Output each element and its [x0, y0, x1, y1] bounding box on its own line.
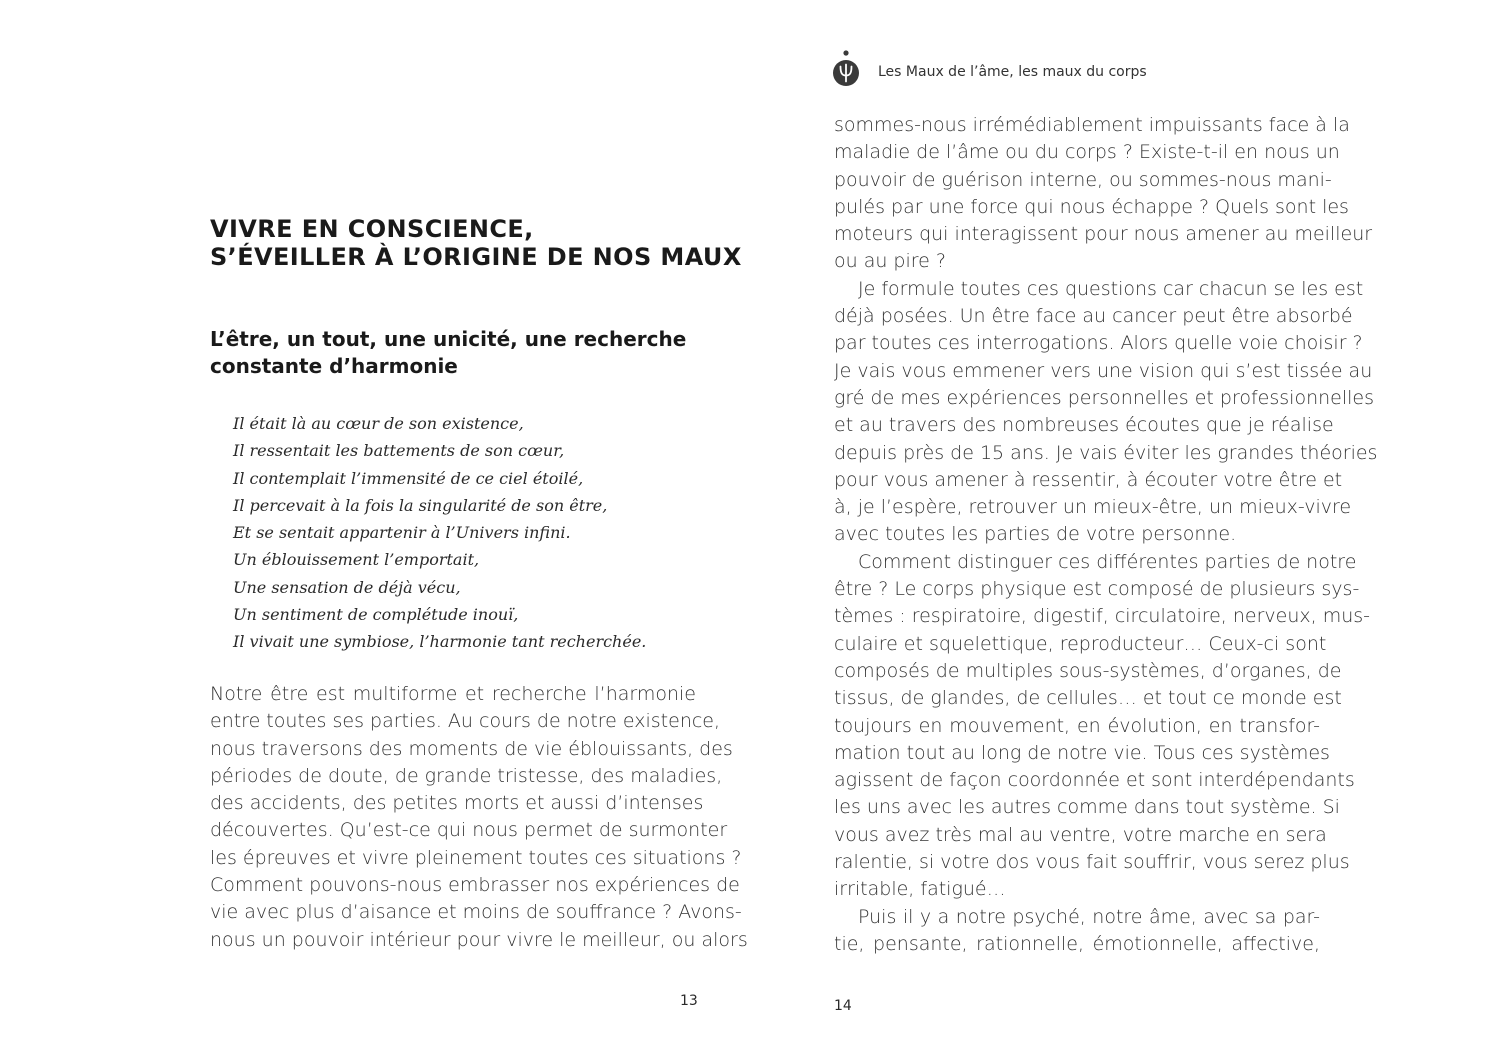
poem-line: Il percevait à la fois la singularité de son être,	[233, 495, 608, 515]
body-line: Notre être est multiforme et recherche l’harmonie	[210, 683, 696, 705]
body-line: des accidents, des petites morts et aussi d’intenses	[210, 792, 704, 815]
page-number-left: 13	[680, 993, 698, 1009]
page-number-right: 14	[834, 998, 852, 1014]
body-line: Je vais vous emmener vers une vision qui s’est tissée au	[834, 359, 1373, 382]
body-line: être ? Le corps physique est composé de plusieurs sys-	[834, 578, 1360, 601]
body-line: découvertes. Qu’est-ce qui nous permet de surmonter	[210, 819, 728, 842]
body-line: pouvoir de guérison interne, ou sommes-nous mani-	[834, 168, 1332, 191]
body-line: nous un pouvoir intérieur pour vivre le meilleur, ou alors	[210, 928, 748, 951]
body-line: avec toutes les parties de votre personne.	[834, 523, 1237, 546]
poem-line: Une sensation de déjà vécu,	[233, 577, 461, 597]
body-line: gré de mes expériences personnelles et professionnelles	[834, 386, 1374, 409]
body-line: depuis près de 15 ans. Je vais éviter les grandes théories	[834, 441, 1378, 464]
poem-line: Il était là au cœur de son existence,	[233, 414, 524, 433]
poem-line: Il contemplait l’immensité de ce ciel étoilé,	[233, 468, 584, 488]
poem-line: Et se sentait appartenir à l’Univers infini.	[233, 523, 571, 543]
poem-line: Il vivait une symbiose, l’harmonie tant recherchée.	[233, 632, 647, 652]
body-line: tissus, de glandes, de cellules… et tout ce monde est	[834, 687, 1342, 710]
chapter-title-line: S’ÉVEILLER À L’ORIGINE DE NOS MAUX	[210, 243, 742, 271]
running-head	[832, 48, 1147, 88]
body-line: irritable, fatigué…	[834, 878, 1006, 901]
body-line: culaire et squelettique, reproducteur… Ceux-ci sont	[834, 632, 1327, 655]
body-line: ou au pire ?	[834, 250, 946, 273]
body-line: périodes de doute, de grande tristesse, des maladies,	[210, 764, 723, 787]
right-body-text	[834, 112, 1378, 958]
body-line: sommes-nous irrémédiablement impuissants face à la	[834, 114, 1350, 136]
body-line: Comment pouvons-nous embrasser nos expériences de	[210, 874, 740, 897]
body-line: ralentie, si votre dos vous fait souffrir, vous serez plus	[834, 851, 1350, 874]
body-line: et au travers des nombreuses écoutes que je réalise	[834, 414, 1334, 437]
body-line: Puis il y a notre psyché, notre âme, avec sa par-	[858, 905, 1320, 928]
body-line: toujours en mouvement, en évolution, en transfor-	[834, 714, 1320, 737]
body-line: à, je l’espère, retrouver un mieux-être, un mieux-vivre	[834, 496, 1352, 519]
body-line: composés de multiples sous-systèmes, d’organes, de	[834, 659, 1342, 682]
body-line: les uns avec les autres comme dans tout système. Si	[834, 796, 1340, 819]
running-head-title: Les Maux de l’âme, les maux du corps	[878, 64, 1147, 80]
epigraph-poem	[233, 410, 713, 656]
body-line: Comment distinguer ces différentes parties de notre	[858, 550, 1357, 573]
poem-line: Un éblouissement l’emportait,	[233, 550, 480, 570]
section-title	[210, 326, 710, 380]
section-title-line: constante d’harmonie	[210, 354, 458, 378]
psi-icon	[832, 48, 860, 88]
chapter-title	[210, 215, 742, 271]
body-line: les épreuves et vivre pleinement toutes ces situations ?	[210, 846, 742, 869]
body-line: déjà posées. Un être face au cancer peut être absorbé	[834, 305, 1353, 328]
body-line: moteurs qui interagissent pour nous amener au meilleur	[834, 223, 1373, 246]
body-line: pour vous amener à ressentir, à écouter votre être et	[834, 468, 1343, 491]
body-line: vous avez très mal au ventre, votre marche en sera	[834, 823, 1327, 846]
body-line: entre toutes ses parties. Au cours de notre existence,	[210, 710, 721, 733]
body-line: maladie de l’âme ou du corps ? Existe-t-il en nous un	[834, 141, 1340, 164]
body-line: tèmes : respiratoire, digestif, circulatoire, nerveux, mus-	[834, 605, 1371, 628]
body-line: nous traversons des moments de vie éblouissants, des	[210, 737, 733, 760]
poem-line: Un sentiment de complétude inouï,	[233, 605, 519, 625]
body-line: par toutes ces interrogations. Alors quelle voie choisir ?	[834, 332, 1363, 355]
body-line: pulés par une force qui nous échappe ? Quels sont les	[834, 195, 1349, 218]
body-line: Je formule toutes ces questions car chacun se les est	[858, 277, 1364, 300]
body-line: tie, pensante, rationnelle, émotionnelle, affective,	[834, 932, 1320, 955]
section-title-line: L’être, un tout, une unicité, une recherche	[210, 327, 687, 351]
left-body-text	[210, 681, 748, 954]
body-line: vie avec plus d’aisance et moins de souffrance ? Avons-	[210, 901, 742, 924]
body-line: agissent de façon coordonnée et sont interdépendants	[834, 769, 1355, 792]
body-line: mation tout au long de notre vie. Tous ces systèmes	[834, 741, 1330, 764]
chapter-title-line: VIVRE EN CONSCIENCE,	[210, 215, 534, 243]
poem-line: Il ressentait les battements de son cœur,	[233, 441, 565, 461]
